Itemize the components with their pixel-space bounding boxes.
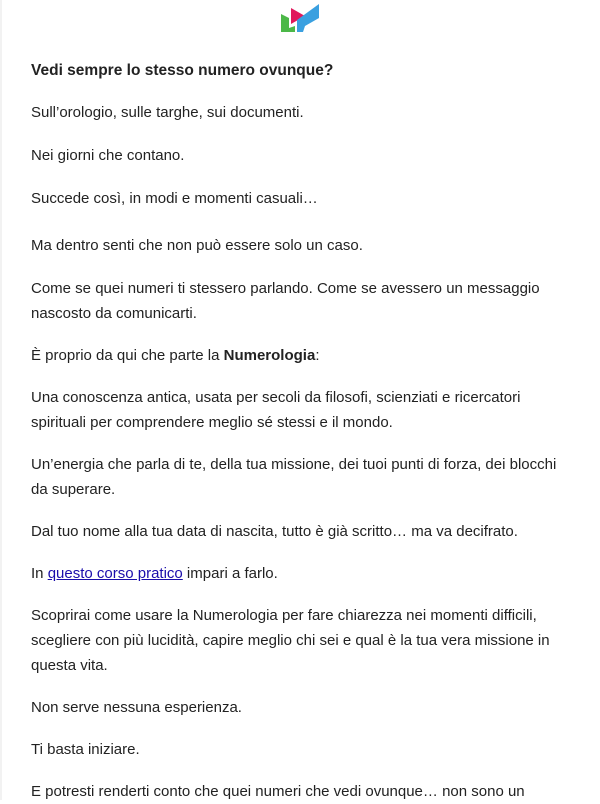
paragraph: Un’energia che parla di te, della tua missione, dei tuoi punti di forza, dei blocchi da superare. [31, 456, 557, 498]
paragraph: Una conoscenza antica, usata per secoli da filosofi, scienziati e ricercatori spirituali per comprendere meglio sé stessi e il mondo. [31, 389, 521, 431]
paragraph: Ti basta iniziare. [31, 741, 140, 758]
left-edge [0, 0, 2, 800]
paragraph: Dal tuo nome alla tua data di nascita, tutto è già scritto… ma va decifrato. [31, 523, 518, 540]
email-heading: Vedi sempre lo stesso numero ovunque? [31, 62, 334, 79]
paragraph [31, 561, 576, 586]
paragraph: Nei giorni che contano. [31, 147, 185, 164]
paragraph: Succede così, in modi e momenti casuali… [31, 190, 318, 207]
paragraph: Scoprirai come usare la Numerologia per fare chiarezza nei momenti difficili, scegliere con più lucidità, capire meglio chi sei e qual è la tua vera missione in questa vita. [31, 607, 550, 674]
email-body [31, 58, 576, 804]
paragraph [31, 343, 576, 368]
text: È proprio da qui che parte la [31, 347, 224, 364]
paragraph: E potresti renderti conto che quei numeri che vedi ovunque… non sono un [31, 783, 525, 800]
paragraph: Non serve nessuna esperienza. [31, 699, 242, 716]
paragraph: Sull’orologio, sulle targhe, sui documenti. [31, 104, 304, 121]
paragraph: Ma dentro senti che non può essere solo un caso. [31, 237, 363, 254]
brand-logo-icon [277, 2, 323, 34]
text: In [31, 565, 48, 582]
numerologia-bold: Numerologia [223, 347, 316, 364]
text: : [315, 347, 320, 364]
paragraph: Come se quei numeri ti stessero parlando. Come se avessero un messaggio nascosto da comunicarti. [31, 280, 540, 322]
text: impari a farlo. [182, 565, 278, 582]
course-link[interactable]: questo corso pratico [47, 565, 183, 582]
